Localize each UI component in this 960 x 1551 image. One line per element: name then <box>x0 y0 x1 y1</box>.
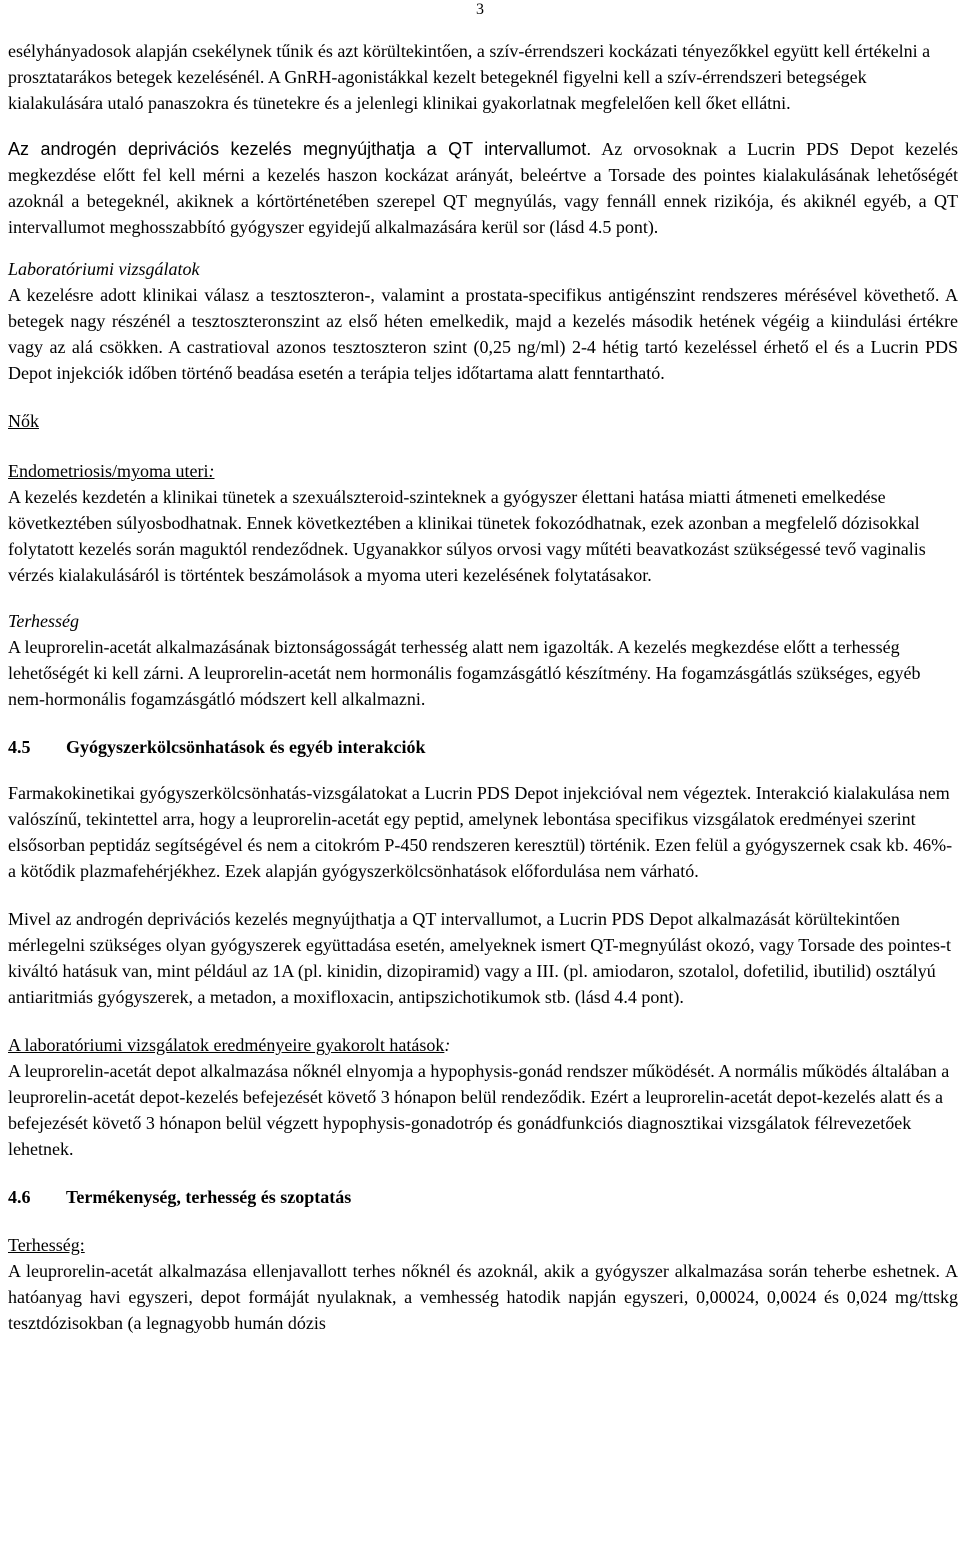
section-number-4-6: 4.6 <box>8 1187 31 1207</box>
heading-pregnancy-2 <box>8 1232 958 1258</box>
paragraph-cardiovascular: esélyhányadosok alapján csekélynek tűnik és azt körültekintően, a szív-érrendszeri kockázati tényezőkkel együtt kell értékelni a prosztatarákos betegek kezelésénél. A GnRH-agonistákkal kezelt betegeknél figyelni kell a szív-érrendszeri betegségek kialakulására utaló panaszokra és tünetekre és a jelenlegi klinikai gyakorlatnak megfelelően kell őket ellátni. <box>8 41 931 113</box>
heading-pregnancy: Terhesség <box>8 611 80 631</box>
page-number: 3 <box>476 1 484 18</box>
paragraph-lab-effects: A leuprorelin-acetát depot alkalmazása nőknél elnyomja a hypophysis-gonád rendszer működését. A normális működés általában a leuprorelin-acetát depot-kezelés befejezését követő 3 hónapon belül rendeződik. Ezért a leuprorelin-acetát depot-kezelés alatt és a befejezését követő 3 hónapon belül végzett hypophysis-gonadotróp és gonádfunkciós diagnosztikai vizsgálatok félrevezetőek lehetnek. <box>8 1061 950 1159</box>
heading-lab-effects <box>8 1032 958 1058</box>
section-heading-4-5 <box>8 734 958 760</box>
heading-pregnancy-2-text: Terhesség: <box>8 1235 85 1255</box>
paragraph-endometriosis: A kezelés kezdetén a klinikai tünetek a szexuálszteroid-szinteknek a gyógyszer élettani hatása miatti átmeneti emelkedése következtében súlyosbodhatnak. Ennek következtében a klinikai tünetek fokozódhatnak, ezek azonban a megfelelő dózisokkal folytatott kezelés során maguktól rendeződnek. Ugyanakkor súlyos orvosi vagy műtéti beavatkozást szükségessé tevő vaginalis vérzés kialakulásáról is történtek beszámolások a myoma uteri kezelésének folytatásakor. <box>8 487 926 585</box>
heading-lab-effects-colon: : <box>444 1035 451 1055</box>
heading-laboratory-tests: Laboratóriumi vizsgálatok <box>8 259 200 279</box>
section-title-4-6: Termékenység, terhesség és szoptatás <box>66 1187 352 1207</box>
qt-body: Az orvosoknak a Lucrin PDS Depot kezelés megkezdése előtt fel kell mérni a kezelés haszon kockázat arányát, beleértve a Torsade des pointes kialakulásának lehetőségét azoknál a betegeknél, akiknek a kórtörténetében szerepel QT megnyúlás, vagy fennáll ennek rizikója, és akiknél egyéb, a QT intervallumot meghosszabbító gyógyszer egyidejű alkalmazására kerül sor (lásd 4.5 pont). <box>8 139 958 237</box>
heading-endometriosis-text: Endometriosis/myoma uteri <box>8 461 209 481</box>
paragraph-pregnancy: A leuprorelin-acetát alkalmazásának biztonságosságát terhesség alatt nem igazolták. A kezelés megkezdése előtt a terhesség lehetőségét ki kell zárni. A leuprorelin-acetát nem hormonális fogamzásgátló készítmény. Ha fogamzásgátlás szükséges, egyéb nem-hormonális fogamzásgátló módszert kell alkalmazni. <box>8 637 921 709</box>
section-heading-4-6 <box>8 1184 958 1210</box>
heading-women-text: Nők <box>8 411 39 431</box>
section-number-4-5: 4.5 <box>8 737 31 757</box>
heading-women <box>8 408 958 434</box>
paragraph-qt-interactions: Mivel az androgén deprivációs kezelés megnyújthatja a QT intervallumot, a Lucrin PDS Depot alkalmazását körültekintően mérlegelni szükséges olyan gyógyszerek együttadása esetén, amelyeknek ismert QT-megnyúlást okozó, vagy Torsade des pointes-t kiváltó hatásuk van, mint például az 1A (pl. kinidin, dizopiramid) vagy a III. (pl. amiodaron, szotalol, dofetilid, ibutilid) osztályú antiaritmiás gyógyszerek, a metadon, a moxifloxacin, antipszichotikumok stb. (lásd 4.4 pont). <box>8 909 951 1007</box>
heading-endometriosis-colon: : <box>208 461 215 481</box>
qt-lead-sentence: Az androgén deprivációs kezelés megnyújthatja a QT intervallumot. <box>8 139 592 159</box>
paragraph-pharmacokinetic: Farmakokinetikai gyógyszerkölcsönhatás-vizsgálatokat a Lucrin PDS Depot injekcióval nem végeztek. Interakció kialakulása nem valószínű, tekintettel arra, hogy a leuprorelin-acetát egy peptid, amelynek lebontása specifikus vizsgálatok eredményei szerint elsősorban peptidáz segítségével és nem a citokróm P-450 rendszeren keresztül) történik. Ezen felül a gyógyszernek csak kb. 46%-a kötődik plazmafehérjékhez. Ezek alapján gyógyszerkölcsönhatások előfordulása nem várható. <box>8 783 953 881</box>
heading-endometriosis <box>8 458 958 484</box>
paragraph-laboratory-tests: A kezelésre adott klinikai válasz a tesztoszteron-, valamint a prostata-specifikus antigénszint rendszeres mérésével követhető. A betegek nagy részénél a tesztoszteronszint az első héten emelkedik, majd a kezelés második hetének végéig a kiindulási értékre vagy az alá csökken. A castratioval azonos tesztoszteron szint (0,25 ng/ml) 2-4 hétig tartó kezeléssel érhető el és a Lucrin PDS Depot injekciók időben történő beadása esetén a terápia teljes időtartama alatt fenntartható. <box>8 285 958 383</box>
heading-lab-effects-text: A laboratóriumi vizsgálatok eredményeire gyakorolt hatások <box>8 1035 445 1055</box>
document-body <box>8 38 958 1336</box>
paragraph-pregnancy-2: A leuprorelin-acetát alkalmazása ellenjavallott terhes nőknél és azoknál, akik a gyógyszer alkalmazása során teherbe eshetnek. A hatóanyag havi egyszeri, depot formáját nyulaknak, a vemhesség hatodik napján egyszeri, 0,00024, 0,0024 és 0,024 mg/ttskg tesztdózisokban (a legnagyobb humán dózis <box>8 1261 958 1333</box>
section-title-4-5: Gyógyszerkölcsönhatások és egyéb interakciók <box>66 737 426 757</box>
paragraph-qt-prolongation <box>8 136 958 240</box>
